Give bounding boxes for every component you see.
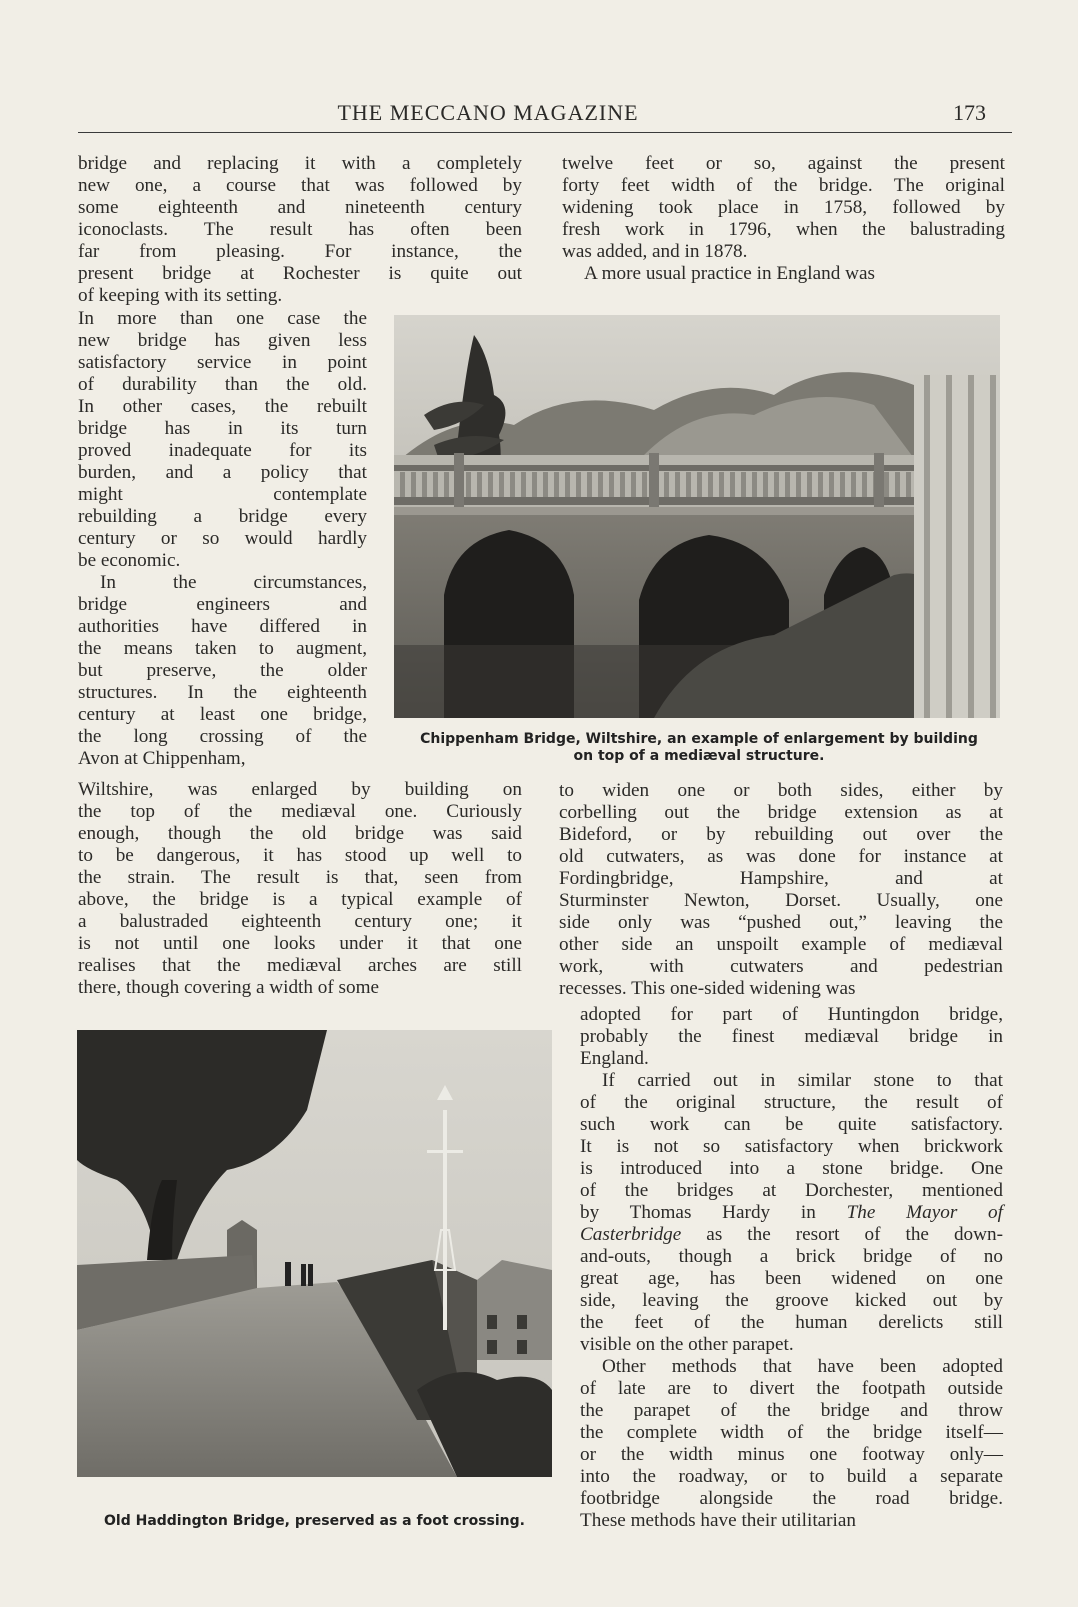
baluster <box>697 472 702 497</box>
text-line: probably the finest mediæval bridge in <box>580 1026 1003 1047</box>
baluster <box>411 472 416 497</box>
chippenham-caption <box>396 731 1002 765</box>
text-line: great age, has been widened on one <box>580 1268 1003 1289</box>
text-line: century or so would hardly <box>78 528 367 549</box>
baluster <box>499 472 504 497</box>
baluster <box>532 472 537 497</box>
baluster <box>598 472 603 497</box>
text-line: forty feet width of the bridge. The original <box>562 175 1005 196</box>
text-line: burden, and a policy that <box>78 462 367 483</box>
baluster <box>895 472 900 497</box>
baluster <box>422 472 427 497</box>
text-line: be economic. <box>78 550 181 571</box>
text-line: bridge and replacing it with a completely <box>78 153 522 174</box>
text-line: of durability than the old. <box>78 374 367 395</box>
text-line: the parapet of the bridge and throw <box>580 1400 1003 1421</box>
text-line: other side an unspoilt example of mediæval <box>559 934 1003 955</box>
baluster <box>686 472 691 497</box>
text-line: of the bridges at Dorchester, mentioned <box>580 1180 1003 1201</box>
left-column-top-text <box>78 153 522 307</box>
text-line: enough, though the old bridge was said <box>78 823 522 844</box>
baluster <box>906 472 911 497</box>
text-line: the long crossing of the <box>78 726 367 747</box>
chippenham-bridge-photo <box>394 315 1000 718</box>
text-line: authorities have differed in <box>78 616 367 637</box>
text-line: rebuilding a bridge every <box>78 506 367 527</box>
text-line: side only was “pushed out,” leaving the <box>559 912 1003 933</box>
haddington-caption-text: Old Haddington Bridge, preserved as a foot crossing. <box>104 1513 525 1529</box>
text-line: old cutwaters, as was done for instance at <box>559 846 1003 867</box>
baluster <box>554 472 559 497</box>
baluster <box>774 472 779 497</box>
baluster <box>796 472 801 497</box>
text-line: adopted for part of Huntingdon bridge, <box>580 1004 1003 1025</box>
text-line: widening took place in 1758, followed by <box>562 197 1005 218</box>
text-line: is not until one looks under it that one <box>78 933 522 954</box>
baluster <box>807 472 812 497</box>
baluster <box>576 472 581 497</box>
text-line: In the circumstances, <box>100 572 367 593</box>
baluster <box>719 472 724 497</box>
text-line: new bridge has given less <box>78 330 367 351</box>
text-line: new one, a course that was followed by <box>78 175 522 196</box>
text-line: to be dangerous, it has stood up well to <box>78 845 522 866</box>
text-line: far from pleasing. For instance, the <box>78 241 522 262</box>
baluster <box>851 472 856 497</box>
text-line: visible on the other parapet. <box>580 1334 794 1355</box>
baluster <box>730 472 735 497</box>
text-line: side, leaving the groove kicked out by <box>580 1290 1003 1311</box>
text-line: Wiltshire, was enlarged by building on <box>78 779 522 800</box>
baluster <box>400 472 405 497</box>
text-line: recesses. This one-sided widening was <box>559 978 856 999</box>
baluster <box>675 472 680 497</box>
baluster <box>587 472 592 497</box>
text-line: Avon at Chippenham, <box>78 748 246 769</box>
text-line: iconoclasts. The result has often been <box>78 219 522 240</box>
text-line: some eighteenth and nineteenth century <box>78 197 522 218</box>
baluster <box>620 472 625 497</box>
baluster <box>664 472 669 497</box>
text-line: It is not so satisfactory when brickwork <box>580 1136 1003 1157</box>
text-line: such work can be quite satisfactory. <box>580 1114 1003 1135</box>
baluster <box>466 472 471 497</box>
baluster <box>752 472 757 497</box>
text-line: century at least one bridge, <box>78 704 367 725</box>
left-column-narrow-text <box>78 308 367 770</box>
text-line: twelve feet or so, against the present <box>562 153 1005 174</box>
text-line: the top of the mediæval one. Curiously <box>78 801 522 822</box>
text-line: proved inadequate for its <box>78 440 367 461</box>
baluster <box>510 472 515 497</box>
baluster <box>488 472 493 497</box>
text-line: of keeping with its setting. <box>78 285 283 306</box>
text-line: or the width minus one footway only— <box>580 1444 1003 1465</box>
text-line: into the roadway, or to build a separate <box>580 1466 1003 1487</box>
baluster <box>785 472 790 497</box>
text-line: Sturminster Newton, Dorset. Usually, one <box>559 890 1003 911</box>
page-number: 173 <box>953 100 986 125</box>
text-line: the feet of the human derelicts still <box>580 1312 1003 1333</box>
baluster <box>609 472 614 497</box>
baluster <box>543 472 548 497</box>
baluster <box>763 472 768 497</box>
baluster <box>521 472 526 497</box>
text-line: is introduced into a stone bridge. One <box>580 1158 1003 1179</box>
text-line: there, though covering a width of some <box>78 977 380 998</box>
text-line: but preserve, the older <box>78 660 367 681</box>
chippenham-caption-line1: Chippenham Bridge, Wiltshire, an example of enlargement by building <box>420 731 978 747</box>
text-line: to widen one or both sides, either by <box>559 780 1003 801</box>
running-header <box>78 100 1012 132</box>
text-line: Bideford, or by rebuilding out over the <box>559 824 1003 845</box>
text-line: the means taken to augment, <box>78 638 367 659</box>
baluster <box>477 472 482 497</box>
baluster <box>818 472 823 497</box>
text-line: footbridge alongside the road bridge. <box>580 1488 1003 1509</box>
text-line: was added, and in 1878. <box>562 241 748 262</box>
text-line: present bridge at Rochester is quite out <box>78 263 522 284</box>
text-line: realises that the mediæval arches are still <box>78 955 522 976</box>
text-line: Other methods that have been adopted <box>602 1356 1003 1377</box>
text-line: above, the bridge is a typical example of <box>78 889 522 910</box>
text-line: of the original structure, the result of <box>580 1092 1003 1113</box>
baluster <box>444 472 449 497</box>
baluster <box>862 472 867 497</box>
baluster <box>840 472 845 497</box>
text-line: structures. In the eighteenth <box>78 682 367 703</box>
text-line: These methods have their utilitarian <box>580 1510 856 1531</box>
baluster <box>631 472 636 497</box>
text-line: bridge engineers and <box>78 594 367 615</box>
text-line: the strain. The result is that, seen from <box>78 867 522 888</box>
text-line: In more than one case the <box>78 308 367 329</box>
text-line: Fordingbridge, Hampshire, and at <box>559 868 1003 889</box>
text-line: If carried out in similar stone to that <box>602 1070 1003 1091</box>
baluster <box>741 472 746 497</box>
text-line: by Thomas Hardy in The Mayor of <box>580 1202 1003 1223</box>
baluster <box>829 472 834 497</box>
haddington-bridge-photo <box>77 1030 552 1477</box>
baluster <box>565 472 570 497</box>
left-column-bottom-text <box>78 779 522 999</box>
magazine-title: THE MECCANO MAGAZINE <box>337 100 639 125</box>
right-column-middle-text <box>559 780 1003 1000</box>
baluster <box>433 472 438 497</box>
text-line: corbelling out the bridge extension as at <box>559 802 1003 823</box>
text-line: the complete width of the bridge itself— <box>580 1422 1003 1443</box>
text-line: A more usual practice in England was <box>584 263 875 284</box>
text-line: a balustraded eighteenth century one; it <box>78 911 522 932</box>
right-column-bottom-text <box>580 1004 1003 1532</box>
right-column-top-text <box>562 153 1005 285</box>
haddington-caption <box>77 1513 552 1530</box>
text-line: satisfactory service in point <box>78 352 367 373</box>
text-line: of late are to divert the footpath outside <box>580 1378 1003 1399</box>
chippenham-caption-line2: on top of a mediæval structure. <box>573 748 825 764</box>
text-line: bridge has in its turn <box>78 418 367 439</box>
baluster <box>642 472 647 497</box>
text-line: In other cases, the rebuilt <box>78 396 367 417</box>
text-line: and-outs, though a brick bridge of no <box>580 1246 1003 1267</box>
text-line: England. <box>580 1048 649 1069</box>
text-line: work, with cutwaters and pedestrian <box>559 956 1003 977</box>
baluster <box>708 472 713 497</box>
text-line: might contemplate <box>78 484 367 505</box>
text-line: fresh work in 1796, when the balustrading <box>562 219 1005 240</box>
header-rule <box>78 132 1012 133</box>
text-line: Casterbridge as the resort of the down- <box>580 1224 1003 1245</box>
baluster <box>884 472 889 497</box>
